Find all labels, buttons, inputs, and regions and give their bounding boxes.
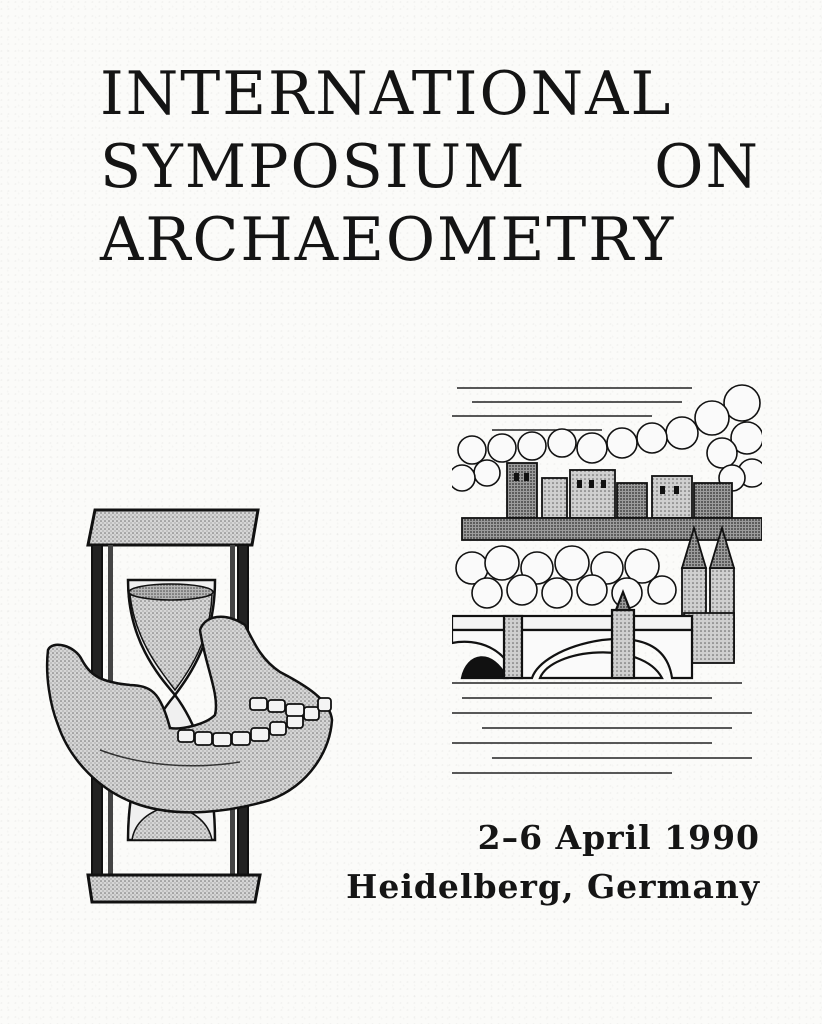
event-dates: 2–6 April 1990 (477, 818, 760, 857)
title-line-3: ARCHAEOMETRY (100, 205, 676, 275)
heidelberg-castle-bridge-illustration (452, 378, 762, 783)
title-word-symposium: SYMPOSIUM (100, 132, 527, 202)
event-location: Heidelberg, Germany (346, 867, 760, 906)
title-word-on: ON (654, 132, 760, 202)
title-line-1: INTERNATIONAL (100, 59, 673, 129)
title-line-2 (100, 131, 760, 204)
symposium-title (100, 58, 760, 277)
event-details (285, 812, 760, 910)
